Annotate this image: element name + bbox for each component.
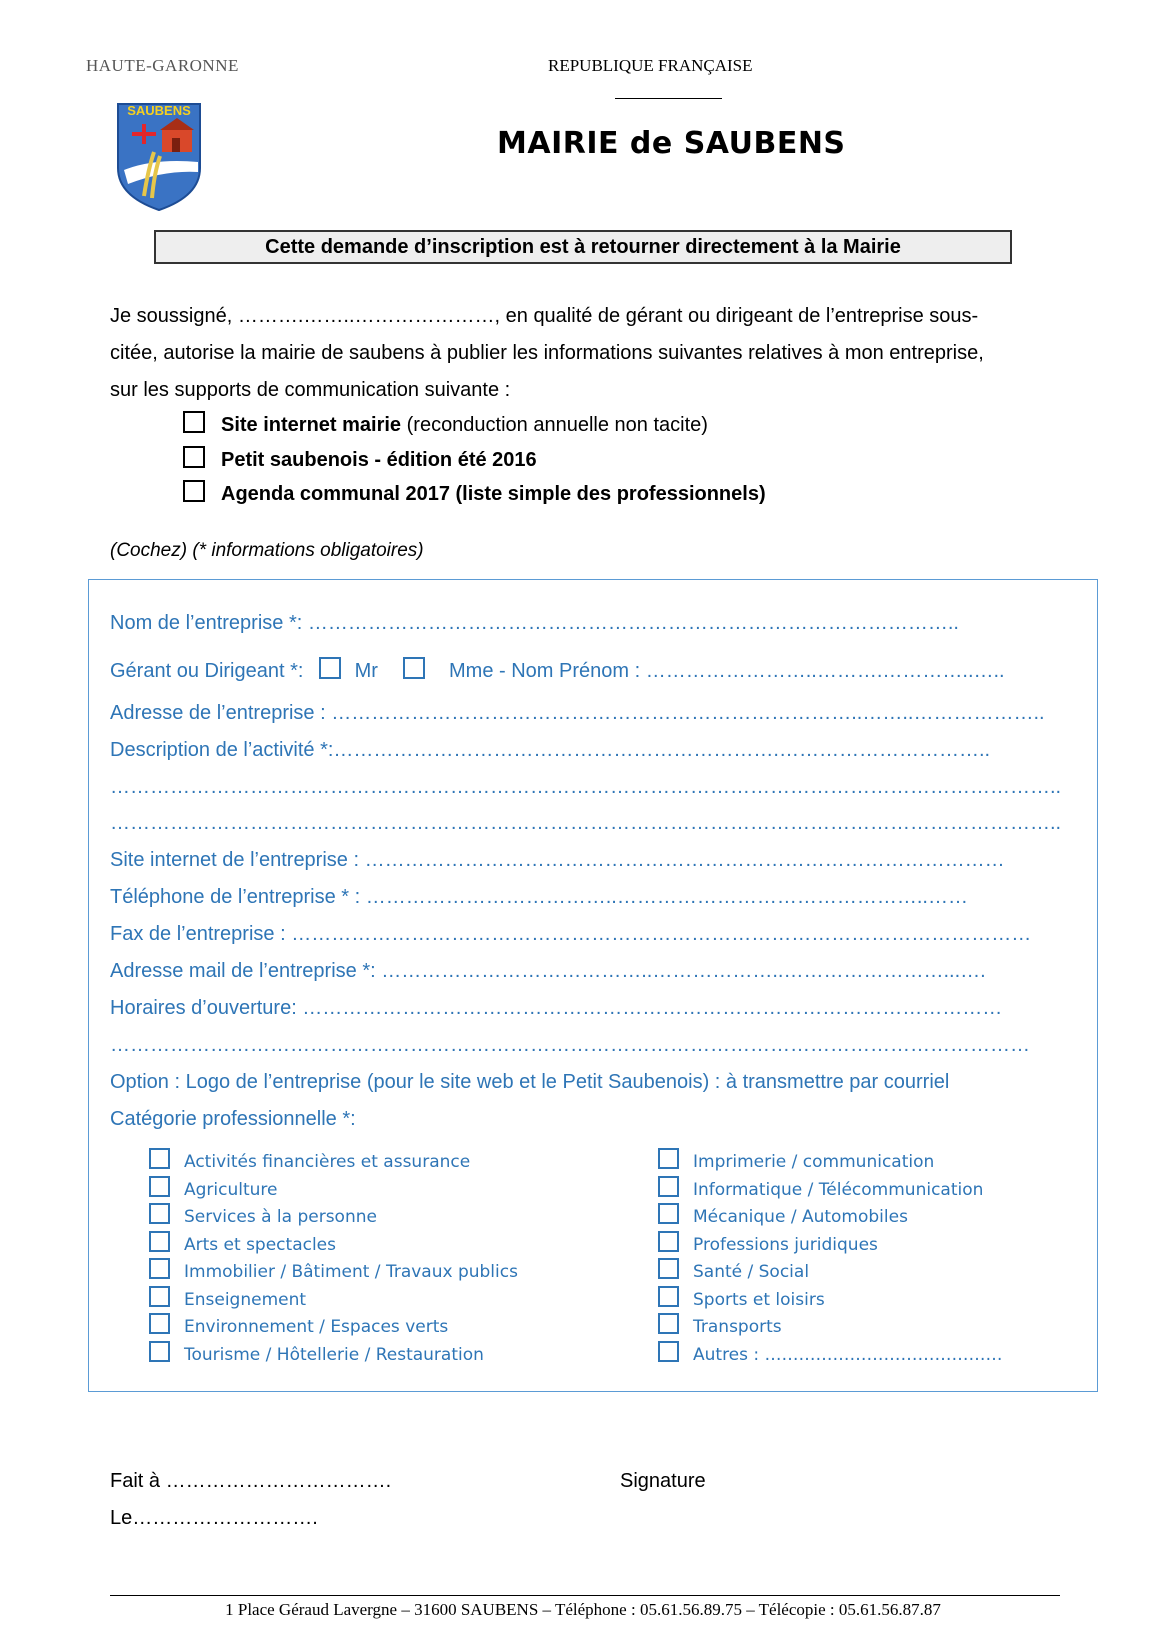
notice-banner: Cette demande d’inscription est à retourner directement à la Mairie: [154, 230, 1012, 264]
header-divider: [615, 98, 722, 99]
category-item[interactable]: Services à la personne: [149, 1203, 518, 1231]
category-item[interactable]: Enseignement: [149, 1286, 518, 1314]
category-item[interactable]: Environnement / Espaces verts: [149, 1313, 518, 1341]
checkbox[interactable]: [183, 446, 205, 468]
category-item[interactable]: Tourisme / Hôtellerie / Restauration: [149, 1341, 518, 1369]
footer-divider: [110, 1595, 1060, 1596]
mr-checkbox[interactable]: [319, 657, 341, 679]
page-title: MAIRIE de SAUBENS: [497, 126, 846, 161]
option-petit-saubenois[interactable]: Petit saubenois - édition été 2016: [183, 446, 537, 472]
category-item[interactable]: Santé / Social: [658, 1258, 1003, 1286]
option-agenda-communal[interactable]: Agenda communal 2017 (liste simple des professionnels): [183, 480, 766, 506]
category-item[interactable]: Mécanique / Automobiles: [658, 1203, 1003, 1231]
intro-line: Je soussigné, ……….……..…………………, en qualité de gérant ou dirigeant de l’entreprise sous-: [110, 305, 979, 327]
svg-text:SAUBENS: SAUBENS: [127, 103, 191, 118]
checkbox[interactable]: [183, 480, 205, 502]
mme-checkbox[interactable]: [403, 657, 425, 679]
field-place[interactable]: Fait à …………………………….: [110, 1470, 392, 1492]
option-site-internet[interactable]: Site internet mairie (reconduction annuelle non tacite): [183, 411, 708, 437]
field-manager[interactable]: Gérant ou Dirigeant *: Mr Mme - Nom Prénom : ……………………..……….…………..…..: [110, 657, 1005, 683]
field-description-line[interactable]: ……………………………………………………………………………………………………………………………..: [110, 776, 1062, 798]
saubens-logo: [114, 100, 204, 212]
signature-label: Signature: [620, 1470, 706, 1492]
field-company-name[interactable]: Nom de l’entreprise *: ……………………………………………………………………………………..: [110, 612, 959, 634]
category-item[interactable]: Arts et spectacles: [149, 1231, 518, 1259]
intro-line: citée, autorise la mairie de saubens à publier les informations suivantes relatives à mon entreprise,: [110, 342, 984, 364]
form-note: (Cochez) (* informations obligatoires): [110, 540, 424, 561]
field-date[interactable]: Le……………………….: [110, 1507, 318, 1529]
category-item[interactable]: Sports et loisirs: [658, 1286, 1003, 1314]
checkbox[interactable]: [183, 411, 205, 433]
category-item[interactable]: Informatique / Télécommunication: [658, 1176, 1003, 1204]
category-list-left: [149, 1148, 518, 1368]
category-list-right: [658, 1148, 1003, 1368]
category-item[interactable]: Transports: [658, 1313, 1003, 1341]
category-item[interactable]: Imprimerie / communication: [658, 1148, 1003, 1176]
field-website[interactable]: Site internet de l’entreprise : ……………………………………………………………………………………: [110, 849, 1005, 871]
footer-address: 1 Place Géraud Lavergne – 31600 SAUBENS – Téléphone : 05.61.56.89.75 – Télécopie : 05.61.56.87.87: [225, 1600, 941, 1619]
field-description[interactable]: Description de l’activité *:………………………………………………………….…………………………..: [110, 739, 991, 761]
field-hours-line[interactable]: …………………………………………………………………………………………………………………………: [110, 1034, 1030, 1056]
category-item[interactable]: Activités financières et assurance: [149, 1148, 518, 1176]
field-email[interactable]: Adresse mail de l’entreprise *: …………………………………..………………..……………………...….: [110, 960, 986, 982]
field-fax[interactable]: Fax de l’entreprise : …………………………………………………………………………………………………: [110, 923, 1032, 945]
field-description-line[interactable]: ……………………………………………………………………………………………………………………………..: [110, 812, 1062, 834]
category-item[interactable]: Agriculture: [149, 1176, 518, 1204]
intro-line: sur les supports de communication suivante :: [110, 379, 511, 401]
field-phone[interactable]: Téléphone de l’entreprise * : ………………………………..………………………………………..……: [110, 886, 968, 908]
intro-paragraph: [110, 298, 1060, 409]
field-address[interactable]: Adresse de l’entreprise : ……………………………………………………………………..……..………………..: [110, 702, 1045, 724]
category-item[interactable]: Autres : ……………………………………: [658, 1341, 1003, 1369]
option-logo-text: Option : Logo de l’entreprise (pour le site web et le Petit Saubenois) : à transmettre par courriel: [110, 1071, 950, 1093]
category-heading: Catégorie professionnelle *:: [110, 1108, 356, 1130]
department-label: HAUTE-GARONNE: [86, 56, 239, 75]
category-item[interactable]: Immobilier / Bâtiment / Travaux publics: [149, 1258, 518, 1286]
field-hours[interactable]: Horaires d’ouverture: ……………………………………………………………………………………………: [110, 997, 1003, 1019]
category-item[interactable]: Professions juridiques: [658, 1231, 1003, 1259]
republic-label: REPUBLIQUE FRANÇAISE: [548, 56, 753, 75]
